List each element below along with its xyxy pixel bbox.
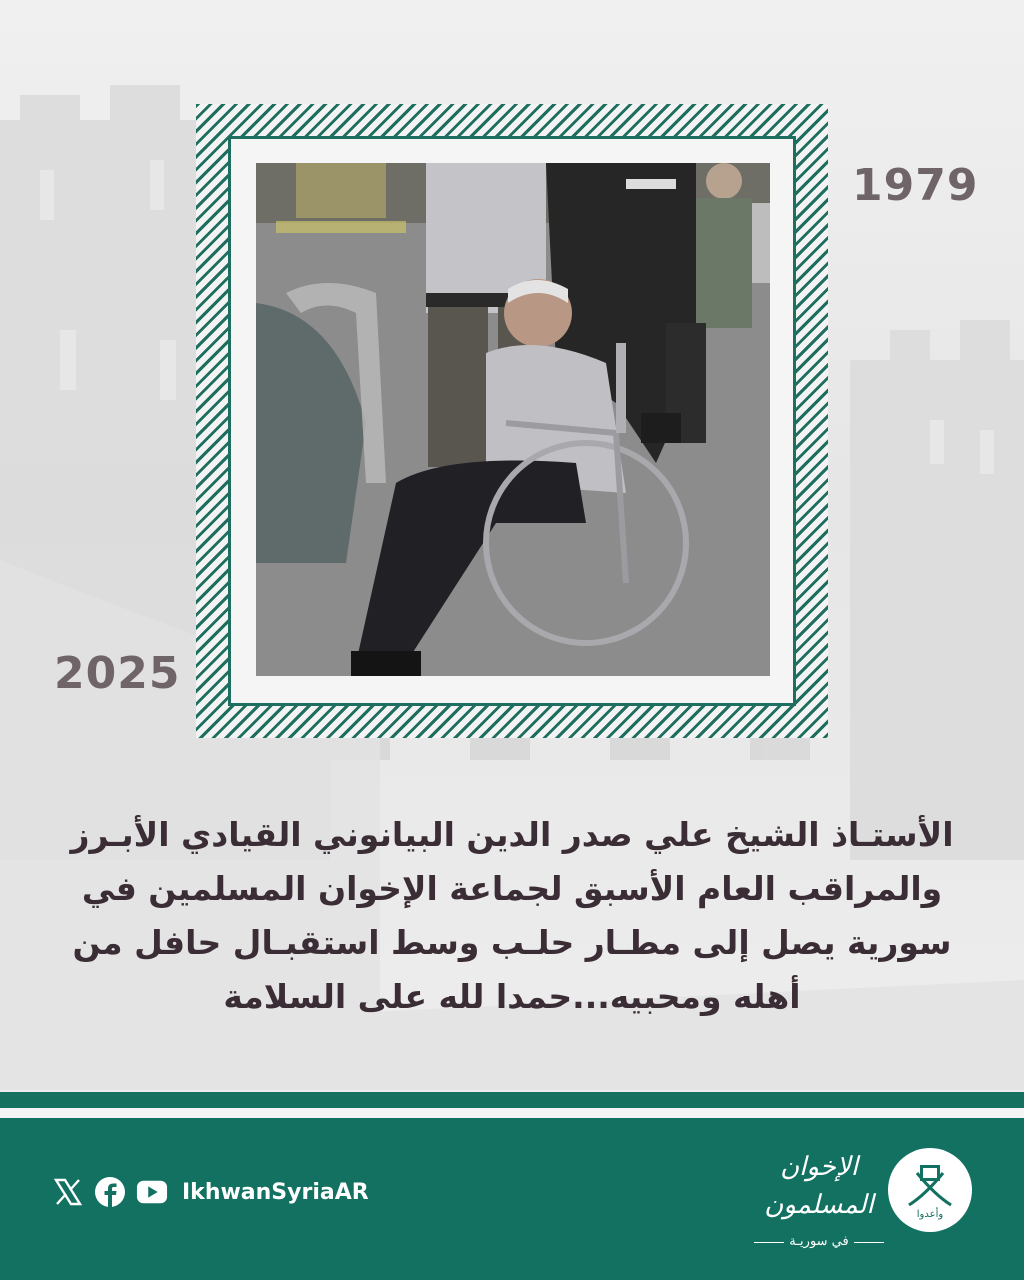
brand-name: الإخوان المسلمون xyxy=(764,1152,874,1220)
headline xyxy=(40,808,984,1024)
brand-logo-text xyxy=(754,1148,884,1249)
emblem-logo xyxy=(888,1148,972,1232)
brand-subtitle: في سوريـة xyxy=(754,1234,884,1249)
facebook-icon[interactable] xyxy=(94,1176,126,1208)
headline-line: الأستـاذ الشيخ علي صدر الدين البيانوني القيادي الأبـرز xyxy=(70,815,954,854)
photo xyxy=(256,163,770,676)
social-handle[interactable]: IkhwanSyriaAR xyxy=(182,1179,369,1205)
social-links xyxy=(52,1172,369,1212)
headline-line: والمراقب العام الأسبق لجماعة الإخوان المسلمين في xyxy=(81,869,943,908)
year-bottom: 2025 xyxy=(54,648,181,699)
year-top: 1979 xyxy=(852,160,979,211)
headline-line: أهله ومحبيه...حمدا لله على السلامة xyxy=(223,977,801,1016)
emblem-text: وأعدوا xyxy=(916,1209,944,1220)
headline-line: سورية يصل إلى مطـار حلـب وسط استقبـال حافل من xyxy=(72,923,952,962)
youtube-icon[interactable] xyxy=(136,1176,168,1208)
footer-divider xyxy=(0,1108,1024,1118)
x-icon[interactable] xyxy=(52,1176,84,1208)
footer-accent-bar xyxy=(0,1092,1024,1108)
